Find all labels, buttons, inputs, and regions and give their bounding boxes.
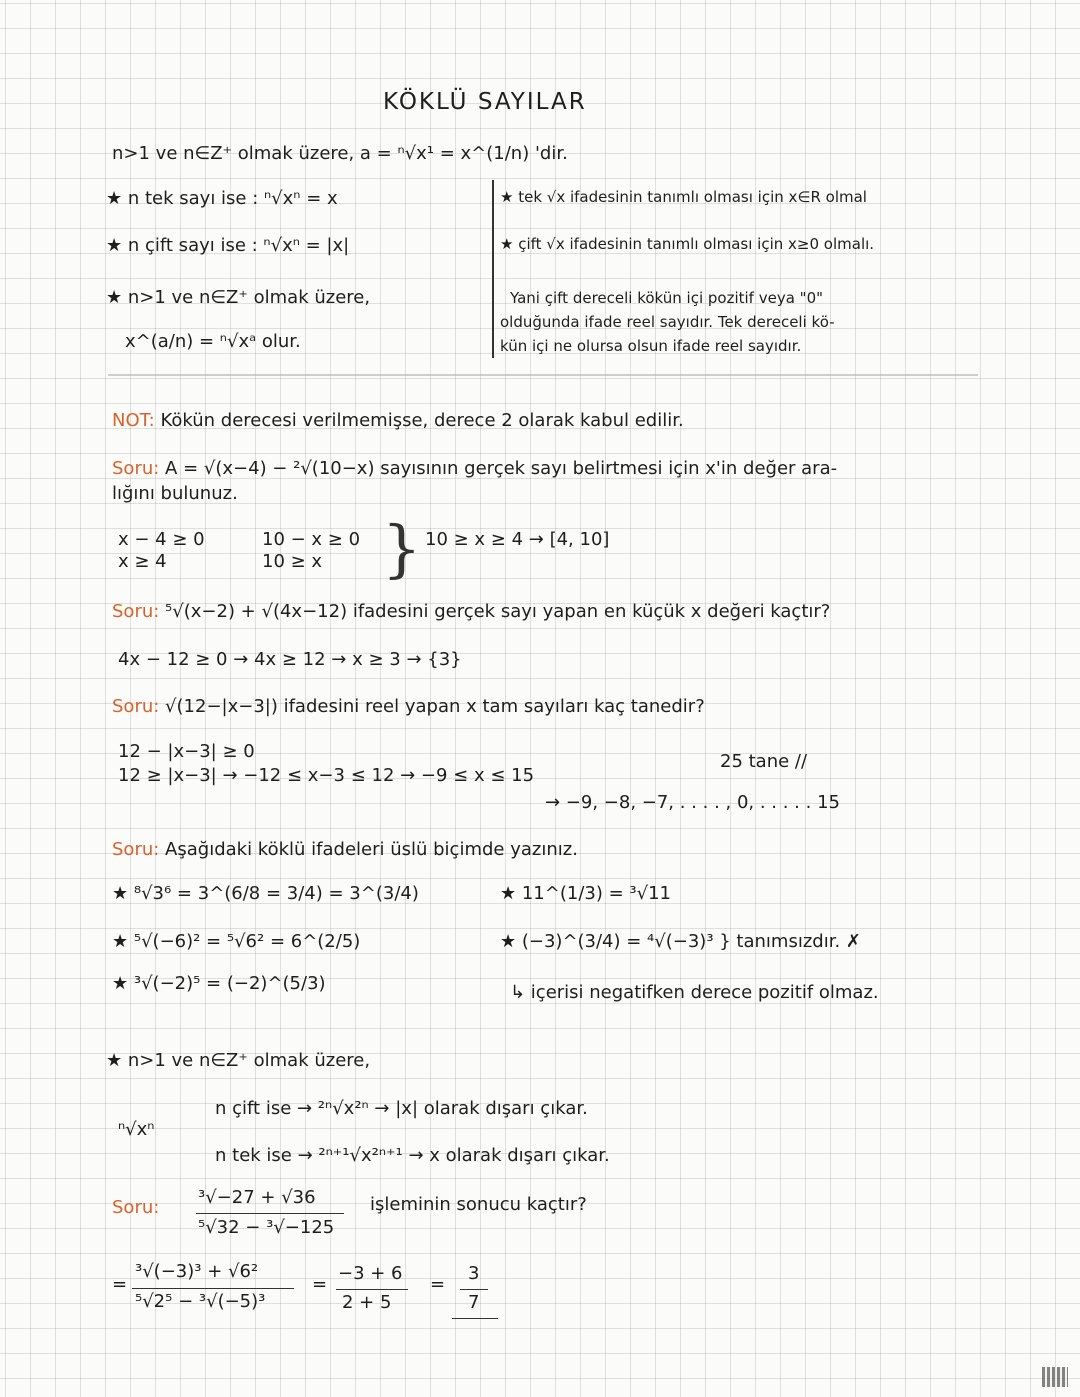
- q5-final-bar: [460, 1289, 488, 1290]
- question-2-label: Soru:: [112, 601, 160, 622]
- q3-step-1: 12 − |x−3| ≥ 0: [118, 741, 255, 762]
- q5-final-denominator: 7: [468, 1292, 480, 1313]
- q1-step-2: x ≥ 4: [118, 551, 167, 572]
- note-text: Kökün derecesi verilmemişse, derece 2 olarak kabul edilir.: [160, 410, 684, 431]
- q5-equals-1: =: [112, 1274, 128, 1295]
- question-4-text: Aşağıdaki köklü ifadeleri üslü biçimde yazınız.: [165, 839, 578, 860]
- page-title: KÖKLÜ SAYILAR: [383, 89, 587, 115]
- q5-work-bar: [132, 1288, 294, 1289]
- question-1-text-cont: lığını bulunuz.: [112, 483, 238, 504]
- section-divider: [108, 374, 978, 376]
- side-note-line-4: olduğunda ifade reel sayıdır. Tek dereceli kö-: [500, 313, 835, 331]
- question-3-text: √(12−|x−3|) ifadesini reel yapan x tam sayıları kaç tanedir?: [165, 696, 705, 717]
- question-2-text: ⁵√(x−2) + √(4x−12) ifadesini gerçek sayı yapan en küçük x değeri kaçtır?: [165, 601, 831, 622]
- q4-expr-2: ★ ⁵√(−6)² = ⁵√6² = 6^(2/5): [112, 931, 361, 952]
- q1-step-3: 10 − x ≥ 0: [262, 529, 361, 550]
- side-note-line-1: ★ tek √x ifadesinin tanımlı olması için x∈R olmal: [500, 188, 867, 206]
- q5-fraction-bar: [196, 1213, 344, 1214]
- q4-expr-1: ★ ⁸√3⁶ = 3^(6/8 = 3/4) = 3^(3/4): [112, 883, 419, 904]
- question-3-label: Soru:: [112, 696, 160, 717]
- odd-root-rule: ★ n tek sayı ise : ⁿ√xⁿ = x: [106, 188, 338, 209]
- question-2: [112, 602, 830, 622]
- question-4: [112, 840, 578, 860]
- q5-result-denominator: 2 + 5: [342, 1292, 392, 1313]
- q4-expr-3: ★ ³√(−2)⁵ = (−2)^(5/3): [112, 973, 326, 994]
- q4-note: ↳ içerisi negatifken derece pozitif olmaz.: [510, 982, 879, 1003]
- question-1-label: Soru:: [112, 458, 160, 479]
- q5-result-numerator: −3 + 6: [338, 1263, 403, 1284]
- q4-expr-4: ★ 11^(1/3) = ³√11: [500, 883, 671, 904]
- q3-step-2: 12 ≥ |x−3| → −12 ≤ x−3 ≤ 12 → −9 ≤ x ≤ 15: [118, 765, 535, 786]
- q5-text: işleminin sonucu kaçtır?: [370, 1194, 587, 1215]
- q1-step-4: 10 ≥ x: [262, 551, 323, 572]
- side-note-bracket: [492, 180, 494, 358]
- question-3: [112, 697, 705, 717]
- question-4-label: Soru:: [112, 839, 160, 860]
- side-note-line-5: kün içi ne olursa olsun ifade reel sayıdır.: [500, 337, 802, 355]
- q2-solution: 4x − 12 ≥ 0 → 4x ≥ 12 → x ≥ 3 → {3}: [118, 649, 462, 670]
- q5-numerator: ³√−27 + √36: [198, 1187, 316, 1208]
- even-root-rule: ★ n çift sayı ise : ⁿ√xⁿ = |x|: [106, 235, 350, 256]
- qr-code-icon: [1042, 1367, 1068, 1387]
- question-1: [112, 459, 837, 479]
- intro-definition: n>1 ve n∈Z⁺ olmak üzere, a = ⁿ√x¹ = x^(1/n) 'dir.: [112, 143, 568, 164]
- question-1-text: A = √(x−4) − ²√(10−x) sayısının gerçek sayı belirtmesi için x'in değer ara-: [165, 458, 838, 479]
- question-5-label: Soru:: [112, 1197, 160, 1218]
- q5-result-bar: [336, 1289, 408, 1290]
- q3-step-3: → −9, −8, −7, . . . . , 0, . . . . . 15: [545, 792, 840, 813]
- q5-equals-2: =: [312, 1274, 328, 1295]
- exponent-rule-head: ★ n>1 ve n∈Z⁺ olmak üzere,: [106, 287, 371, 308]
- rule2-odd: n tek ise → ²ⁿ⁺¹√x²ⁿ⁺¹ → x olarak dışarı çıkar.: [215, 1145, 610, 1166]
- q5-final-numerator: 3: [468, 1263, 480, 1284]
- side-note-line-3: Yani çift dereceli kökün içi pozitif veya "0": [510, 289, 824, 307]
- exponent-rule-formula: x^(a/n) = ⁿ√xᵃ olur.: [125, 331, 301, 352]
- note-block: [112, 411, 684, 431]
- q3-answer: 25 tane //: [720, 751, 808, 772]
- q1-result: 10 ≥ x ≥ 4 → [4, 10]: [425, 529, 610, 550]
- q5-denominator: ⁵√32 − ³√−125: [198, 1217, 335, 1238]
- q1-brace: }: [382, 512, 422, 585]
- q4-expr-5: ★ (−3)^(3/4) = ⁴√(−3)³ } tanımsızdır. ✗: [500, 931, 861, 952]
- q5-answer-underline: [452, 1318, 498, 1319]
- rule2-head: ★ n>1 ve n∈Z⁺ olmak üzere,: [106, 1050, 371, 1071]
- side-note-line-2: ★ çift √x ifadesinin tanımlı olması için x≥0 olmalı.: [500, 235, 875, 253]
- rule2-even: n çift ise → ²ⁿ√x²ⁿ → |x| olarak dışarı çıkar.: [215, 1098, 588, 1119]
- q5-equals-3: =: [430, 1274, 446, 1295]
- note-label: NOT:: [112, 410, 155, 431]
- q5-work-numerator: ³√(−3)³ + √6²: [135, 1261, 259, 1282]
- rule2-root: ⁿ√xⁿ: [118, 1119, 155, 1140]
- q5-work-denominator: ⁵√2⁵ − ³√(−5)³: [135, 1291, 266, 1312]
- q1-step-1: x − 4 ≥ 0: [118, 529, 205, 550]
